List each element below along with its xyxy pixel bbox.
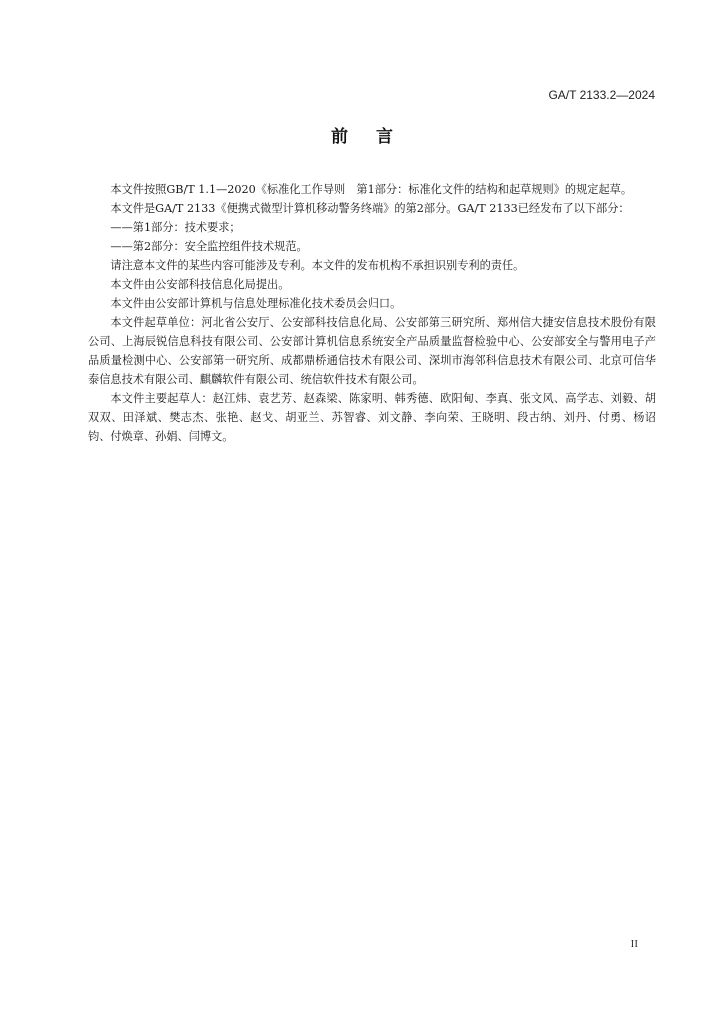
foreword-body: [88, 180, 656, 446]
paragraph-patent-notice: 请注意本文件的某些内容可能涉及专利。本文件的发布机构不承担识别专利的责任。: [110, 259, 525, 272]
paragraph-proposer: 本文件由公安部科技信息化局提出。: [110, 278, 290, 291]
paragraph-drafting-units: 本文件起草单位：河北省公安厅、公安部科技信息化局、公安部第三研究所、郑州信大捷安信息技术股份有限公司、上海辰锐信息科技有限公司、公安部计算机信息系统安全产品质量监督检验中心、公安部安全与警用电子产品质量检测中心、公安部第一研究所、成都鼎桥通信技术有限公司、深圳市海邻科信息技术有限公司、北京可信华泰信息技术有限公司、麒麟软件有限公司、统信软件技术有限公司。: [88, 316, 656, 386]
paragraph-committee: 本文件由公安部计算机与信息处理标准化技术委员会归口。: [110, 297, 402, 310]
page-number: II: [630, 938, 638, 950]
paragraph-drafters: 本文件主要起草人：赵江炜、袁艺芳、赵森梁、陈家明、韩秀德、欧阳甸、李真、张文风、高学志、刘毅、胡双双、田泽斌、樊志杰、张艳、赵戈、胡亚兰、苏智睿、刘文静、李向荣、王晓明、段古纳、刘丹、付勇、杨诏钧、付焕章、孙娟、闫博文。: [88, 392, 656, 443]
paragraph-drafting-rules: 本文件按照GB/T 1.1—2020《标准化工作导则 第1部分：标准化文件的结构和起草规则》的规定起草。: [110, 183, 633, 196]
list-item-part-2: ——第2部分：安全监控组件技术规范。: [110, 240, 308, 253]
list-item-part-1: ——第1部分：技术要求；: [110, 221, 241, 234]
page-title: 前言: [331, 127, 421, 147]
document-code: GA/T 2133.2—2024: [548, 88, 655, 102]
paragraph-part-info: 本文件是GA/T 2133《便携式微型计算机移动警务终端》的第2部分。GA/T 2133已经发布了以下部分：: [110, 202, 630, 215]
